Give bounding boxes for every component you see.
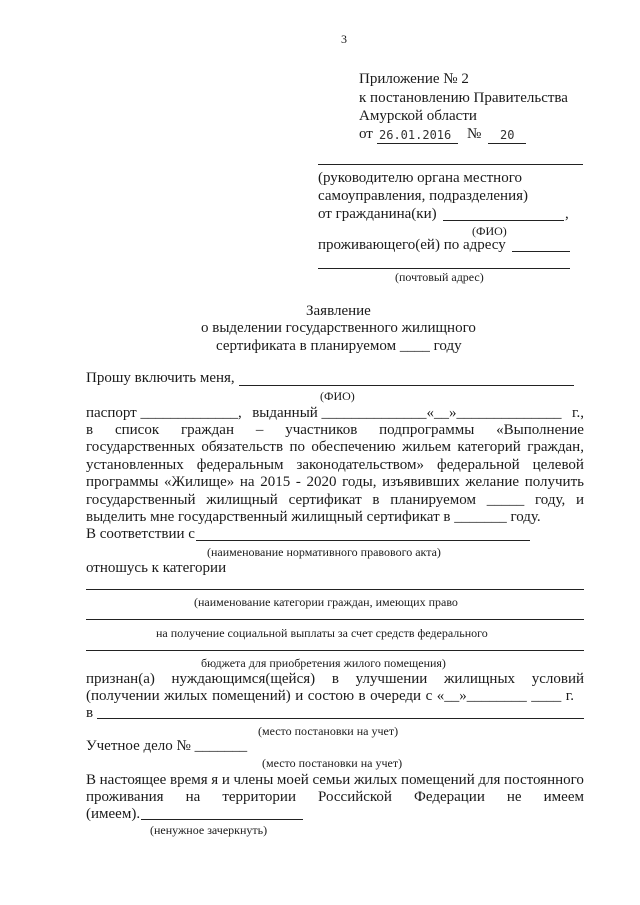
- strike-note: (ненужное зачеркнуть): [150, 823, 268, 837]
- fio-note: (ФИО): [472, 224, 507, 238]
- request-text: Прошу включить меня,: [86, 370, 235, 386]
- passport-row: паспорт _____________, выданный ______________«__»______________ г.,: [86, 405, 584, 421]
- present-row: В настоящее время я и члены моей семьи жилых помещений для постоянного: [86, 772, 584, 788]
- applicant-fio-note: (ФИО): [320, 389, 355, 403]
- strike-line: [141, 819, 303, 820]
- title-line-3: сертификата в планируемом ____ году: [216, 338, 462, 354]
- category-label: отношусь к категории: [86, 560, 227, 576]
- appendix-number-value: 20: [500, 128, 515, 142]
- paragraph-line-4: установленных федеральным законодательством» федеральной целевой: [86, 457, 584, 473]
- category-note-1: (наименование категории граждан, имеющих право: [194, 595, 458, 609]
- fio-line: [443, 220, 564, 221]
- fio-comma: ,: [565, 206, 569, 222]
- territory-row: проживания на территории Российской Федерации не имеем: [86, 789, 584, 805]
- addressee-line-1: (руководителю органа местного: [318, 170, 522, 186]
- accordance-label: В соответствии с: [86, 526, 195, 542]
- addressee-line-2: самоуправления, подразделения): [318, 188, 529, 204]
- paragraph-line-7: выделить мне государственный жилищный сертификат в _______ году.: [86, 509, 541, 525]
- queue-row: (получении жилых помещений) и состою в очереди с «__»________ ____ г.: [86, 688, 574, 704]
- appendix-line-2: к постановлению Правительства: [359, 90, 568, 106]
- number-underline: [488, 143, 526, 144]
- postal-note: (почтовый адрес): [395, 270, 484, 284]
- appendix-line-1: Приложение № 2: [359, 71, 469, 87]
- page-number: 3: [341, 32, 347, 46]
- category-line-1: [86, 589, 584, 590]
- applicant-fio-line: [239, 385, 574, 386]
- case-label: Учетное дело № _______: [86, 738, 248, 754]
- address-line: [318, 268, 570, 269]
- date-underline: [377, 143, 458, 144]
- in-label: в: [86, 705, 94, 721]
- appendix-line-3: Амурской области: [359, 108, 477, 124]
- recognized-row: признан(а) нуждающимся(щейся) в улучшении жилищных условий: [86, 671, 584, 687]
- appendix-date-prefix: от: [359, 126, 373, 142]
- category-note-3: бюджета для приобретения жилого помещения): [201, 656, 446, 670]
- residence-label: проживающего(ей) по адресу: [318, 237, 506, 253]
- document-title: Заявление: [306, 303, 371, 319]
- place-note-2: (место постановки на учет): [262, 756, 403, 770]
- have-label: (имеем).: [86, 806, 141, 822]
- paragraph-line-3: государственных обязательств по обеспечению жильем категорий граждан,: [86, 439, 584, 455]
- appendix-date-value: 26.01.2016: [379, 128, 452, 142]
- place-note-1: (место постановки на учет): [258, 724, 399, 738]
- from-label: от гражданина(ки): [318, 206, 437, 222]
- category-line-2: [86, 619, 584, 620]
- paragraph-line-5: программы «Жилище» на 2015 - 2020 годы, изъявивших желание получить: [86, 474, 584, 490]
- list-row: в список граждан – участников подпрограммы «Выполнение: [86, 422, 584, 438]
- appendix-number-sign: №: [467, 126, 482, 142]
- act-note: (наименование нормативного правового акта): [207, 545, 441, 559]
- category-note-2: на получение социальной выплаты за счет средств федерального: [156, 626, 488, 640]
- authority-line: [318, 164, 583, 165]
- category-line-3: [86, 650, 584, 651]
- paragraph-line-6: государственный жилищный сертификат в планируемом _____ году, и: [86, 492, 584, 508]
- title-line-2: о выделении государственного жилищного: [201, 320, 476, 336]
- place-line: [97, 718, 584, 719]
- residence-line: [512, 251, 570, 252]
- act-line: [196, 540, 530, 541]
